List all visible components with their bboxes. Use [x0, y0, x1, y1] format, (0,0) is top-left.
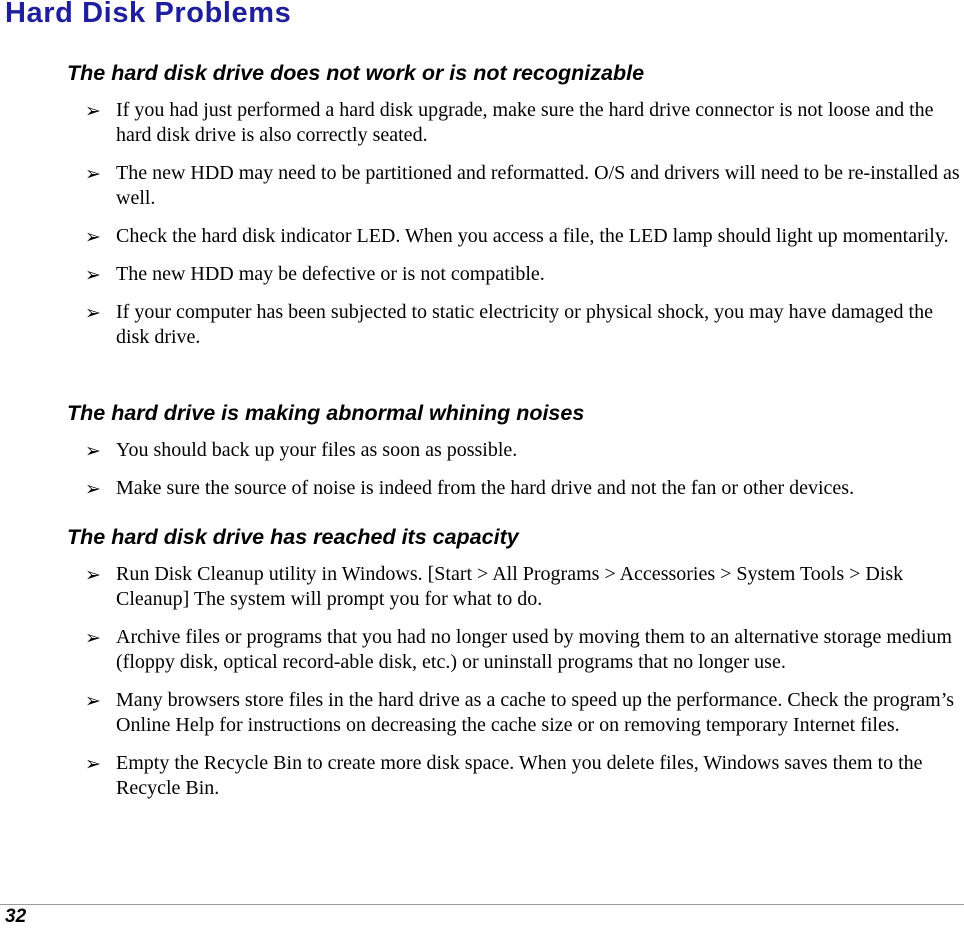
list-item [67, 688, 962, 738]
right-arrowhead-icon: ➢ [85, 226, 101, 248]
list-item [67, 751, 962, 801]
right-arrowhead-icon: ➢ [85, 478, 101, 500]
section-heading: The hard disk drive does not work or is not recognizable [67, 61, 645, 85]
list-item [67, 476, 962, 501]
bullet-list [67, 438, 962, 501]
list-item [67, 262, 962, 287]
list-item [67, 224, 962, 249]
list-item [67, 300, 962, 350]
right-arrowhead-icon: ➢ [85, 753, 101, 775]
right-arrowhead-icon: ➢ [85, 100, 101, 122]
list-item [67, 438, 962, 463]
right-arrowhead-icon: ➢ [85, 627, 101, 649]
list-item-text: Run Disk Cleanup utility in Windows. [Start > All Programs > Accessories > System Tools > Disk Cleanup] The system will prompt you for what to do. [116, 563, 904, 610]
right-arrowhead-icon: ➢ [85, 302, 101, 324]
page-number: 32 [5, 906, 27, 927]
section-heading: The hard disk drive has reached its capacity [67, 525, 519, 549]
list-item [67, 161, 962, 211]
section-reached-capacity [67, 524, 962, 801]
list-item-text: Many browsers store files in the hard drive as a cache to speed up the performance. Check the program’s Online Help for instructions on decreasing the cache size or on removing temporary Internet files. [116, 689, 955, 736]
section-not-recognizable [67, 60, 962, 350]
section-whining-noises [67, 400, 962, 501]
list-item-text: Make sure the source of noise is indeed from the hard drive and not the fan or other devices. [116, 477, 855, 499]
right-arrowhead-icon: ➢ [85, 264, 101, 286]
list-item-text: You should back up your files as soon as possible. [116, 439, 518, 461]
footer-divider [0, 904, 964, 905]
list-item [67, 562, 962, 612]
list-item-text: If your computer has been subjected to static electricity or physical shock, you may have damaged the disk drive. [116, 301, 933, 348]
list-item-text: The new HDD may need to be partitioned and reformatted. O/S and drivers will need to be re-installed as well. [116, 162, 960, 209]
right-arrowhead-icon: ➢ [85, 440, 101, 462]
list-item [67, 98, 962, 148]
right-arrowhead-icon: ➢ [85, 564, 101, 586]
list-item-text: The new HDD may be defective or is not compatible. [116, 263, 545, 285]
list-item-text: Archive files or programs that you had no longer used by moving them to an alternative storage medium (floppy disk, optical record-able disk, etc.) or uninstall programs that no longer use. [116, 626, 952, 673]
list-item [67, 625, 962, 675]
right-arrowhead-icon: ➢ [85, 163, 101, 185]
section-heading: The hard drive is making abnormal whining noises [67, 401, 585, 425]
bullet-list [67, 562, 962, 801]
page-title: Hard Disk Problems [5, 0, 292, 29]
list-item-text: Check the hard disk indicator LED. When you access a file, the LED lamp should light up momentarily. [116, 225, 949, 247]
list-item-text: If you had just performed a hard disk upgrade, make sure the hard drive connector is not loose and the hard disk drive is also correctly seated. [116, 99, 934, 146]
list-item-text: Empty the Recycle Bin to create more disk space. When you delete files, Windows saves them to the Recycle Bin. [116, 752, 923, 799]
bullet-list [67, 98, 962, 350]
right-arrowhead-icon: ➢ [85, 690, 101, 712]
